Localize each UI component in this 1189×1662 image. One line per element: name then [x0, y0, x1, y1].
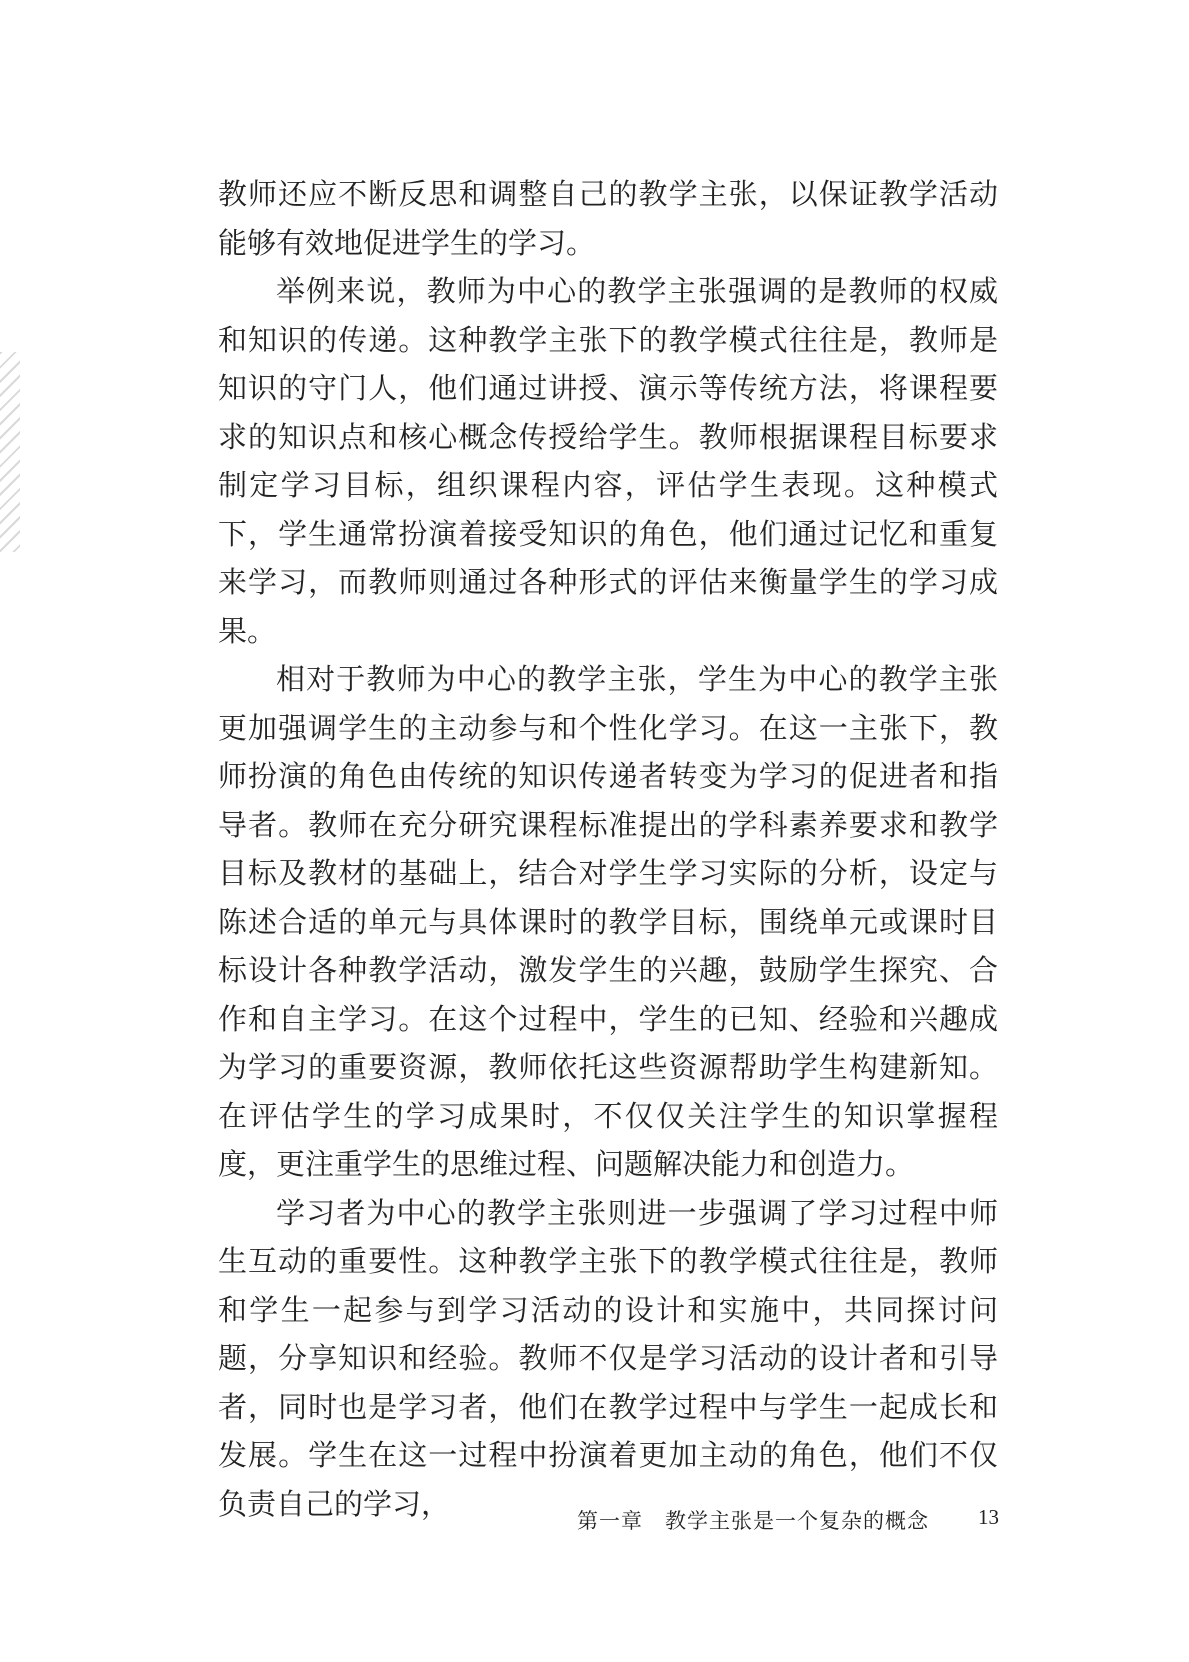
paragraph-student-centered: 相对于教师为中心的教学主张，学生为中心的教学主张更加强调学生的主动参与和个性化学习。在这一主张下，教师扮演的角色由传统的知识传递者转变为学习的促进者和指导者。教师在充分研究课程标准提出的学科素养要求和教学目标及教材的基础上，结合对学生学习实际的分析，设定与陈述合适的单元与具体课时的教学目标，围绕单元或课时目标设计各种教学活动，激发学生的兴趣，鼓励学生探究、合作和自主学习。在这个过程中，学生的已知、经验和兴趣成为学习的重要资源，教师依托这些资源帮助学生构建新知。在评估学生的学习成果时，不仅仅关注学生的知识掌握程度，更注重学生的思维过程、问题解决能力和创造力。 [218, 662, 998, 1181]
page-footer [0, 1505, 1189, 1537]
page-edge-decoration [0, 352, 20, 552]
paragraph-teacher-centered: 举例来说，教师为中心的教学主张强调的是教师的权威和知识的传递。这种教学主张下的教学模式往往是，教师是知识的守门人，他们通过讲授、演示等传统方法，将课程要求的知识点和核心概念传授给学生。教师根据课程目标要求制定学习目标，组织课程内容，评估学生表现。这种模式下，学生通常扮演着接受知识的角色，他们通过记忆和重复来学习，而教师则通过各种形式的评估来衡量学生的学习成果。 [218, 274, 998, 648]
paragraph-learner-centered: 学习者为中心的教学主张则进一步强调了学习过程中师生互动的重要性。这种教学主张下的教学模式往往是，教师和学生一起参与到学习活动的设计和实施中，共同探讨问题，分享知识和经验。教师不仅是学习活动的设计者和引导者，同时也是学习者，他们在教学过程中与学生一起成长和发展。学生在这一过程中扮演着更加主动的角色，他们不仅负责自己的学习， [218, 1195, 998, 1521]
body-text [218, 170, 998, 1528]
paragraph-continuation: 教师还应不断反思和调整自己的教学主张，以保证教学活动能够有效地促进学生的学习。 [218, 177, 998, 260]
running-footer-chapter-title: 第一章 教学主张是一个复杂的概念 [577, 1509, 929, 1533]
page-number: 13 [978, 1505, 999, 1529]
